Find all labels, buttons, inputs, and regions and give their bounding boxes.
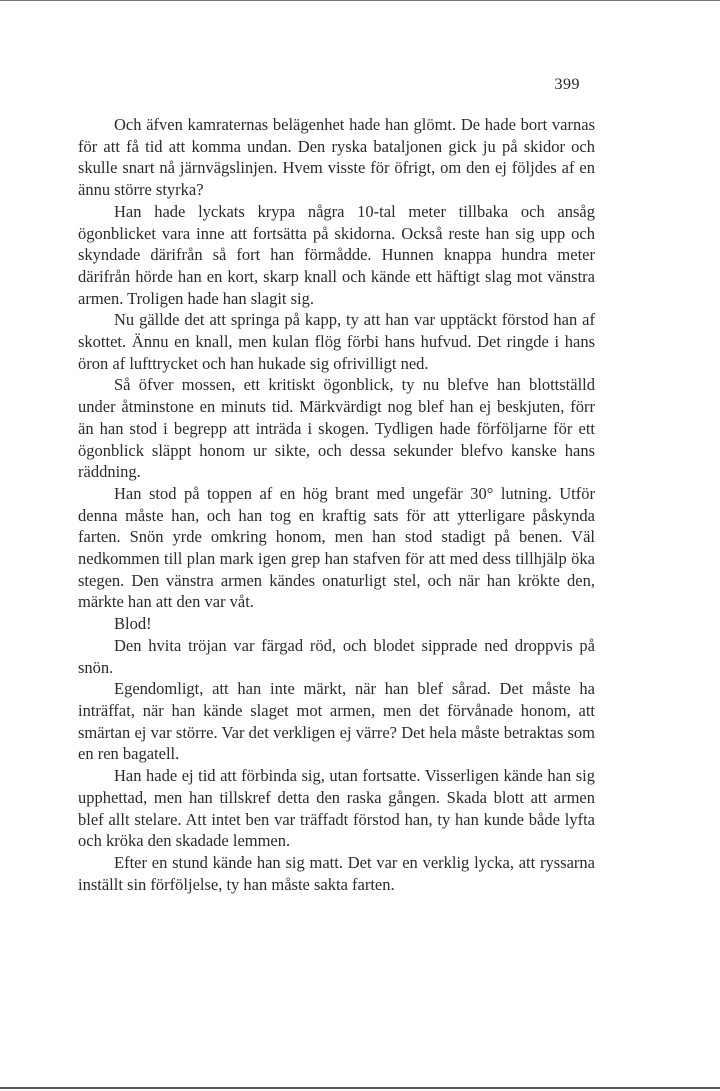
paragraph: Han hade ej tid att förbinda sig, utan fortsatte. Visserligen kände han sig upphettad, men han tillskref detta den raska gången. Skada blott att armen blef allt stelare. Att intet ben var träffadt förstod han, ty han kunde både lyfta och kröka den skadade lemmen. [78,766,595,851]
paragraph: Efter en stund kände han sig matt. Det var en verklig lycka, att ryssarna inställt sin förföljelse, ty han måste sakta farten. [78,852,595,894]
paragraph: Och äfven kamraternas belägenhet hade han glömt. De hade bort varnas för att få tid att komma undan. Den ryska bataljonen gick ju på skidor och skulle snart nå järnvägslinjen. Hvem visste för öfrigt, om den ej följdes af en ännu större styrka? [78,115,595,200]
scan-bottom-edge [0,1087,720,1089]
paragraph: Han stod på toppen af en hög brant med ungefär 30° lutning. Utför denna måste han, och han tog en kraftig sats för att ytterligare påskynda farten. Snön yrde omkring honom, men han stod stadigt på benen. Väl nedkommen till plan mark igen grep han stafven för att med dess tillhjälp öka stegen. Den vänstra armen kändes onaturligt stel, och när han kröktе den, märkte han att den var våt. [78,483,595,612]
paragraph: Egendomligt, att han inte märkt, när han blef sårad. Det måste ha inträffat, när han kände slaget mot armen, men det förvånade honom, att smärtan ej var större. Var det verkligen ej värre? Det hela måste betraktas som en ren bagatell. [78,679,595,764]
paragraph: Den hvita tröjan var färgad röd, och blodet sipprade ned droppvis på snön. [78,635,595,677]
paragraph: Nu gällde det att springa på kapp, ty att han var upptäckt förstod han af skottet. Ännu en knall, men kulan flög förbi hans hufvud. Det ringde i hans öron af lufttrycket och han hukade sig ofrivilligt ned. [78,310,595,373]
page-number: 399 [554,76,580,93]
body-text [78,114,595,895]
paragraph-blod: Blod! [114,614,152,634]
scan-top-edge [0,0,720,1]
paragraph: Så öfver mossen, ett kritiskt ögonblick, ty nu blefve han blottställd under åtminstone en minuts tid. Märkvärdigt nog blef han ej beskjuten, förr än han stod i begrepp att inträda i skogen. Tydligen hade förföljarne för ett ögonblick släppt honom ur sikte, och dessa sekunder blefvo kanske hans räddning. [78,375,595,482]
paragraph: Han hade lyckats krypa några 10-tal meter tillbaka och ansåg ögonblicket vara inne att fortsätta på skidorna. Också reste han sig upp och skyndade därifrån så fort han förmådde. Hunnen knappa hundra meter därifrån hörde han en kort, skarp knall och kände ett häftigt slag mot vänstra armen. Troligen hade han slagit sig. [78,201,595,308]
